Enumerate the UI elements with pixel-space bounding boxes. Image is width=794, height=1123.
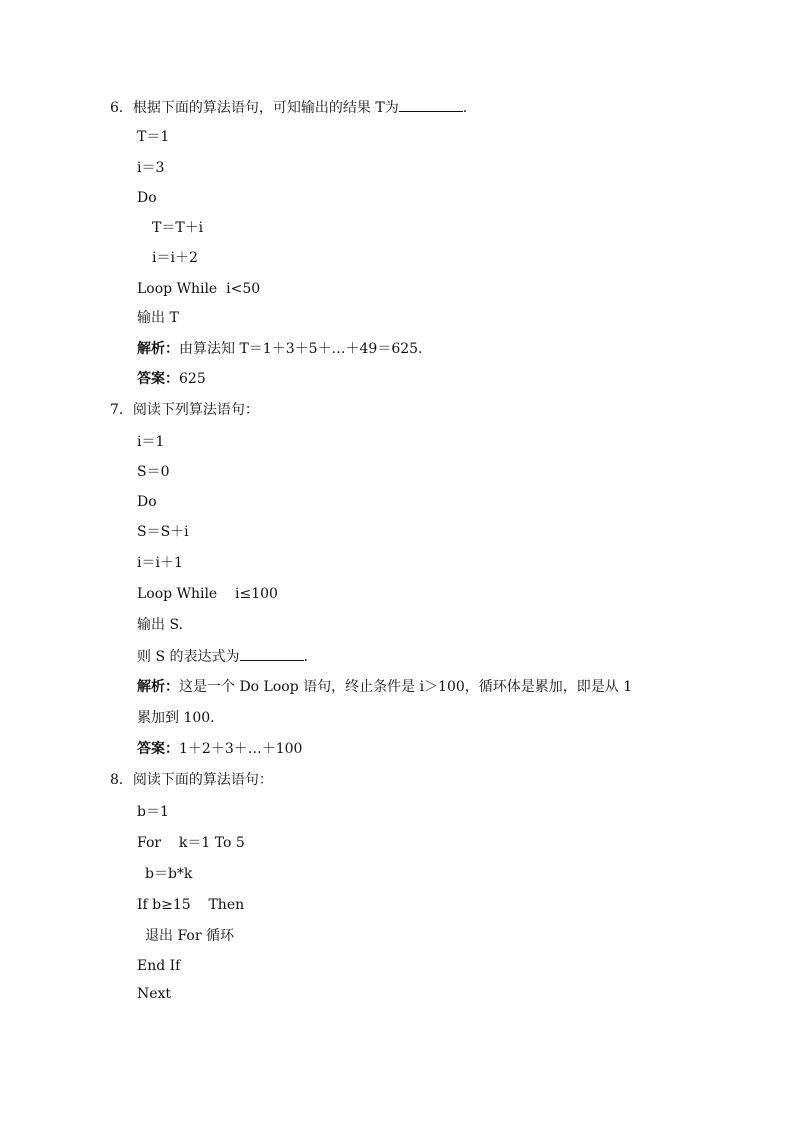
q8-code-line-7: Next [137,986,172,1002]
q6-answer-label: 答案： [137,371,179,387]
q8-code-line-6: End If [137,958,181,974]
q7-prompt-text: 则 S 的表达式为 [137,649,240,665]
q7-code-line-4: S＝S＋i [137,524,189,540]
q6-analysis [137,339,423,359]
q7-question-text: 阅读下列算法语句： [132,402,259,418]
q6-answer [137,369,206,389]
q7-prompt-end: . [303,649,308,665]
q6-question-end: . [462,100,468,116]
q7-code-line-1: i＝1 [137,434,165,450]
q6-code-line-3: Do [137,190,157,206]
q6-question-text: 根据下面的算法语句，可知输出的结果 T为 [132,100,399,116]
q7-prompt [137,646,308,667]
q7-analysis-text-1: 这是一个 Do Loop 语句，终止条件是 i＞100，循环体是累加，即是从 1 [179,679,633,695]
q8-code-line-5: 退出 For 循环 [145,928,234,944]
q8-question-text: 阅读下面的算法语句： [132,772,273,788]
q6-analysis-label: 解析： [137,341,179,357]
q8-code-line-1: b＝1 [137,804,169,820]
q6-answer-blank [399,97,463,112]
q7-code-line-3: Do [137,494,157,510]
q6-number: 6． [110,100,133,116]
q6-code-line-1: T＝1 [137,129,170,145]
q6-code-line-4: T＝T＋i [152,220,204,236]
q8-number: 8． [110,772,133,788]
q7-answer-label: 答案： [137,741,179,757]
q6-code-line-2: i＝3 [137,160,165,176]
q7-answer [137,739,302,759]
q7-number: 7． [110,402,133,418]
q7-question [110,400,259,420]
q6-answer-text: 625 [179,371,206,387]
q8-code-line-2: For k＝1 To 5 [137,835,245,851]
q6-code-line-5: i＝i＋2 [152,250,198,266]
q7-answer-blank [240,646,304,661]
q7-code-line-5: i＝i＋1 [137,555,183,571]
q6-analysis-text: 由算法知 T＝1＋3＋5＋…＋49＝625. [179,341,423,357]
q6-code-line-7: 输出 T [137,310,179,326]
q8-code-line-3: b＝b*k [145,866,193,882]
q8-question [110,770,273,790]
q7-code-line-2: S＝0 [137,464,170,480]
q6-question [110,97,467,118]
q7-analysis-label: 解析： [137,679,179,695]
q7-analysis [137,677,632,697]
q7-code-line-7: 输出 S. [137,617,183,633]
q7-answer-text: 1＋2＋3＋…＋100 [179,741,303,757]
q6-code-line-6: Loop While i<50 [137,281,261,297]
q7-code-line-6: Loop While i≤100 [137,586,278,602]
q7-analysis-text-2: 累加到 100. [137,710,215,726]
q8-code-line-4: If b≥15 Then [137,897,245,913]
